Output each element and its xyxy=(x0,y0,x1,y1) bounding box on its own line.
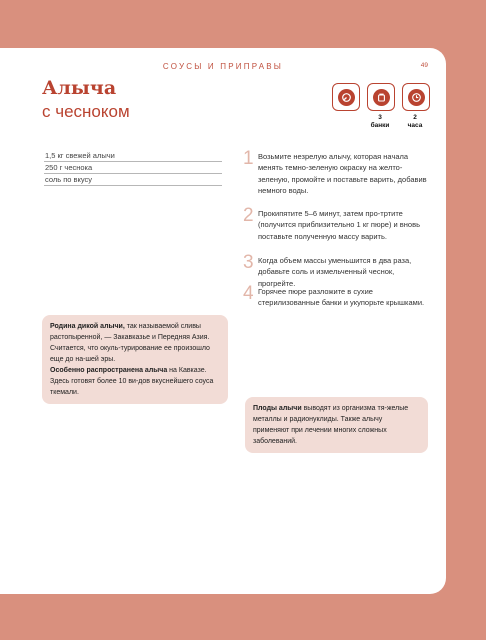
health-note xyxy=(245,397,428,453)
step-text: Прокипятите 5–6 минут, затем про-тртите (получится приблизительно 1 кг пюре) и вновь поставьте полученную массу варить. xyxy=(258,209,420,241)
time-count: 2 xyxy=(413,114,417,121)
step-number: 1 xyxy=(243,148,254,169)
step-text: Возьмите незрелую алычу, которая начала менять темно-зеленую окраску на желто-зеленую, промойте и поставьте варить, добавив немного воды. xyxy=(258,152,427,195)
ingredient-item: 250 г чеснока xyxy=(44,162,222,174)
jars-caption xyxy=(363,114,397,129)
page-number: 49 xyxy=(420,62,428,69)
time-caption xyxy=(398,114,432,129)
jars-badge xyxy=(367,83,395,111)
difficulty-badge xyxy=(332,83,360,111)
jars-count: 3 xyxy=(378,114,382,121)
recipe-title: Алыча xyxy=(42,77,117,99)
step-4 xyxy=(243,283,428,309)
step-number: 4 xyxy=(243,283,254,304)
difficulty-icon xyxy=(338,89,355,106)
note-bold: Плоды алычи xyxy=(253,405,302,412)
history-note xyxy=(42,315,228,404)
note-text: выводят из организма тя-желые металлы и радионуклиды. Также алычу применяют при лечении многих сложных заболеваний. xyxy=(253,405,409,445)
step-3 xyxy=(243,252,428,289)
step-text: Когда объем массы уменьшится в два раза, добавьте соль и измельченный чеснок, прогрейте. xyxy=(258,256,412,288)
recipe-subtitle: с чесноком xyxy=(42,102,130,121)
step-1 xyxy=(243,148,428,196)
ingredient-item: 1,5 кг свежей алычи xyxy=(44,150,222,162)
step-number: 3 xyxy=(243,252,254,273)
recipe-page xyxy=(0,48,446,594)
step-2 xyxy=(243,205,428,242)
jars-unit: банки xyxy=(370,121,390,129)
time-badge xyxy=(402,83,430,111)
note-bold: Особенно распространена алыча xyxy=(50,367,168,374)
ingredient-item: соль по вкусу xyxy=(44,174,222,186)
clock-icon xyxy=(408,89,425,106)
note-text: на Кавказе. Здесь готовят более 10 ви-дов вкуснейшего соуса ткемали. xyxy=(50,367,214,396)
ingredients-list xyxy=(44,150,222,186)
time-unit: часа xyxy=(407,121,423,129)
note-bold: Родина дикой алычи, xyxy=(50,323,125,330)
note-text: так называемой сливы растопыренной, — Закавказье и Передняя Азия. Считается, что окуль-турирование ее произошло еще до на-шей эры. xyxy=(50,323,210,363)
jar-icon xyxy=(373,89,390,106)
step-text: Горячее пюре разложите в сухие стерилизованные банки и укупорьте крышками. xyxy=(258,287,425,308)
step-number: 2 xyxy=(243,205,254,226)
section-title: СОУСЫ И ПРИПРАВЫ xyxy=(162,62,284,71)
